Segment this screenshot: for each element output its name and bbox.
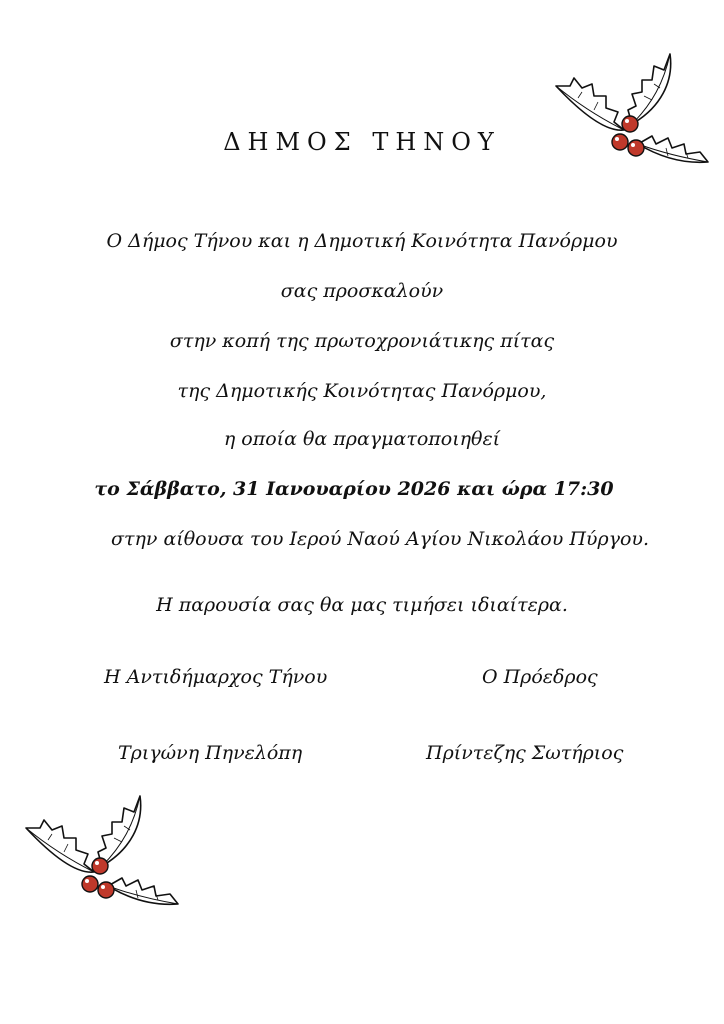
invitation-date-line: το Σάββατο, 31 Ιανουαρίου 2026 και ώρα 17:30 [94,478,614,500]
signature-left-name: Τριγώνη Πηνελόπη [118,742,303,764]
invitation-line-2: σας προσκαλούν [280,280,444,302]
page-title: ΔΗΜΟΣ ΤΗΝΟΥ [223,128,501,156]
closing-line: Η παρουσία σας θα μας τιμήσει ιδιαίτερα. [156,594,568,616]
invitation-line-3: στην κοπή της πρωτοχρονιάτικης πίτας [169,330,555,352]
holly-icon [18,794,183,914]
invitation-line-4: της Δημοτικής Κοινότητας Πανόρμου, [177,380,547,402]
invitation-line-5: η οποία θα πραγματοποιηθεί [223,428,501,450]
signature-right-title: Ο Πρόεδρος [482,666,598,688]
invitation-line-1: Ο Δήμος Τήνου και η Δημοτική Κοινότητα Πανόρμου [106,230,618,252]
invitation-venue-line: στην αίθουσα του Ιερού Ναού Αγίου Νικολάου Πύργου. [110,528,650,550]
signature-left-title: Η Αντιδήμαρχος Τήνου [104,666,328,688]
signature-right-name: Πρίντεζης Σωτήριος [426,742,624,764]
